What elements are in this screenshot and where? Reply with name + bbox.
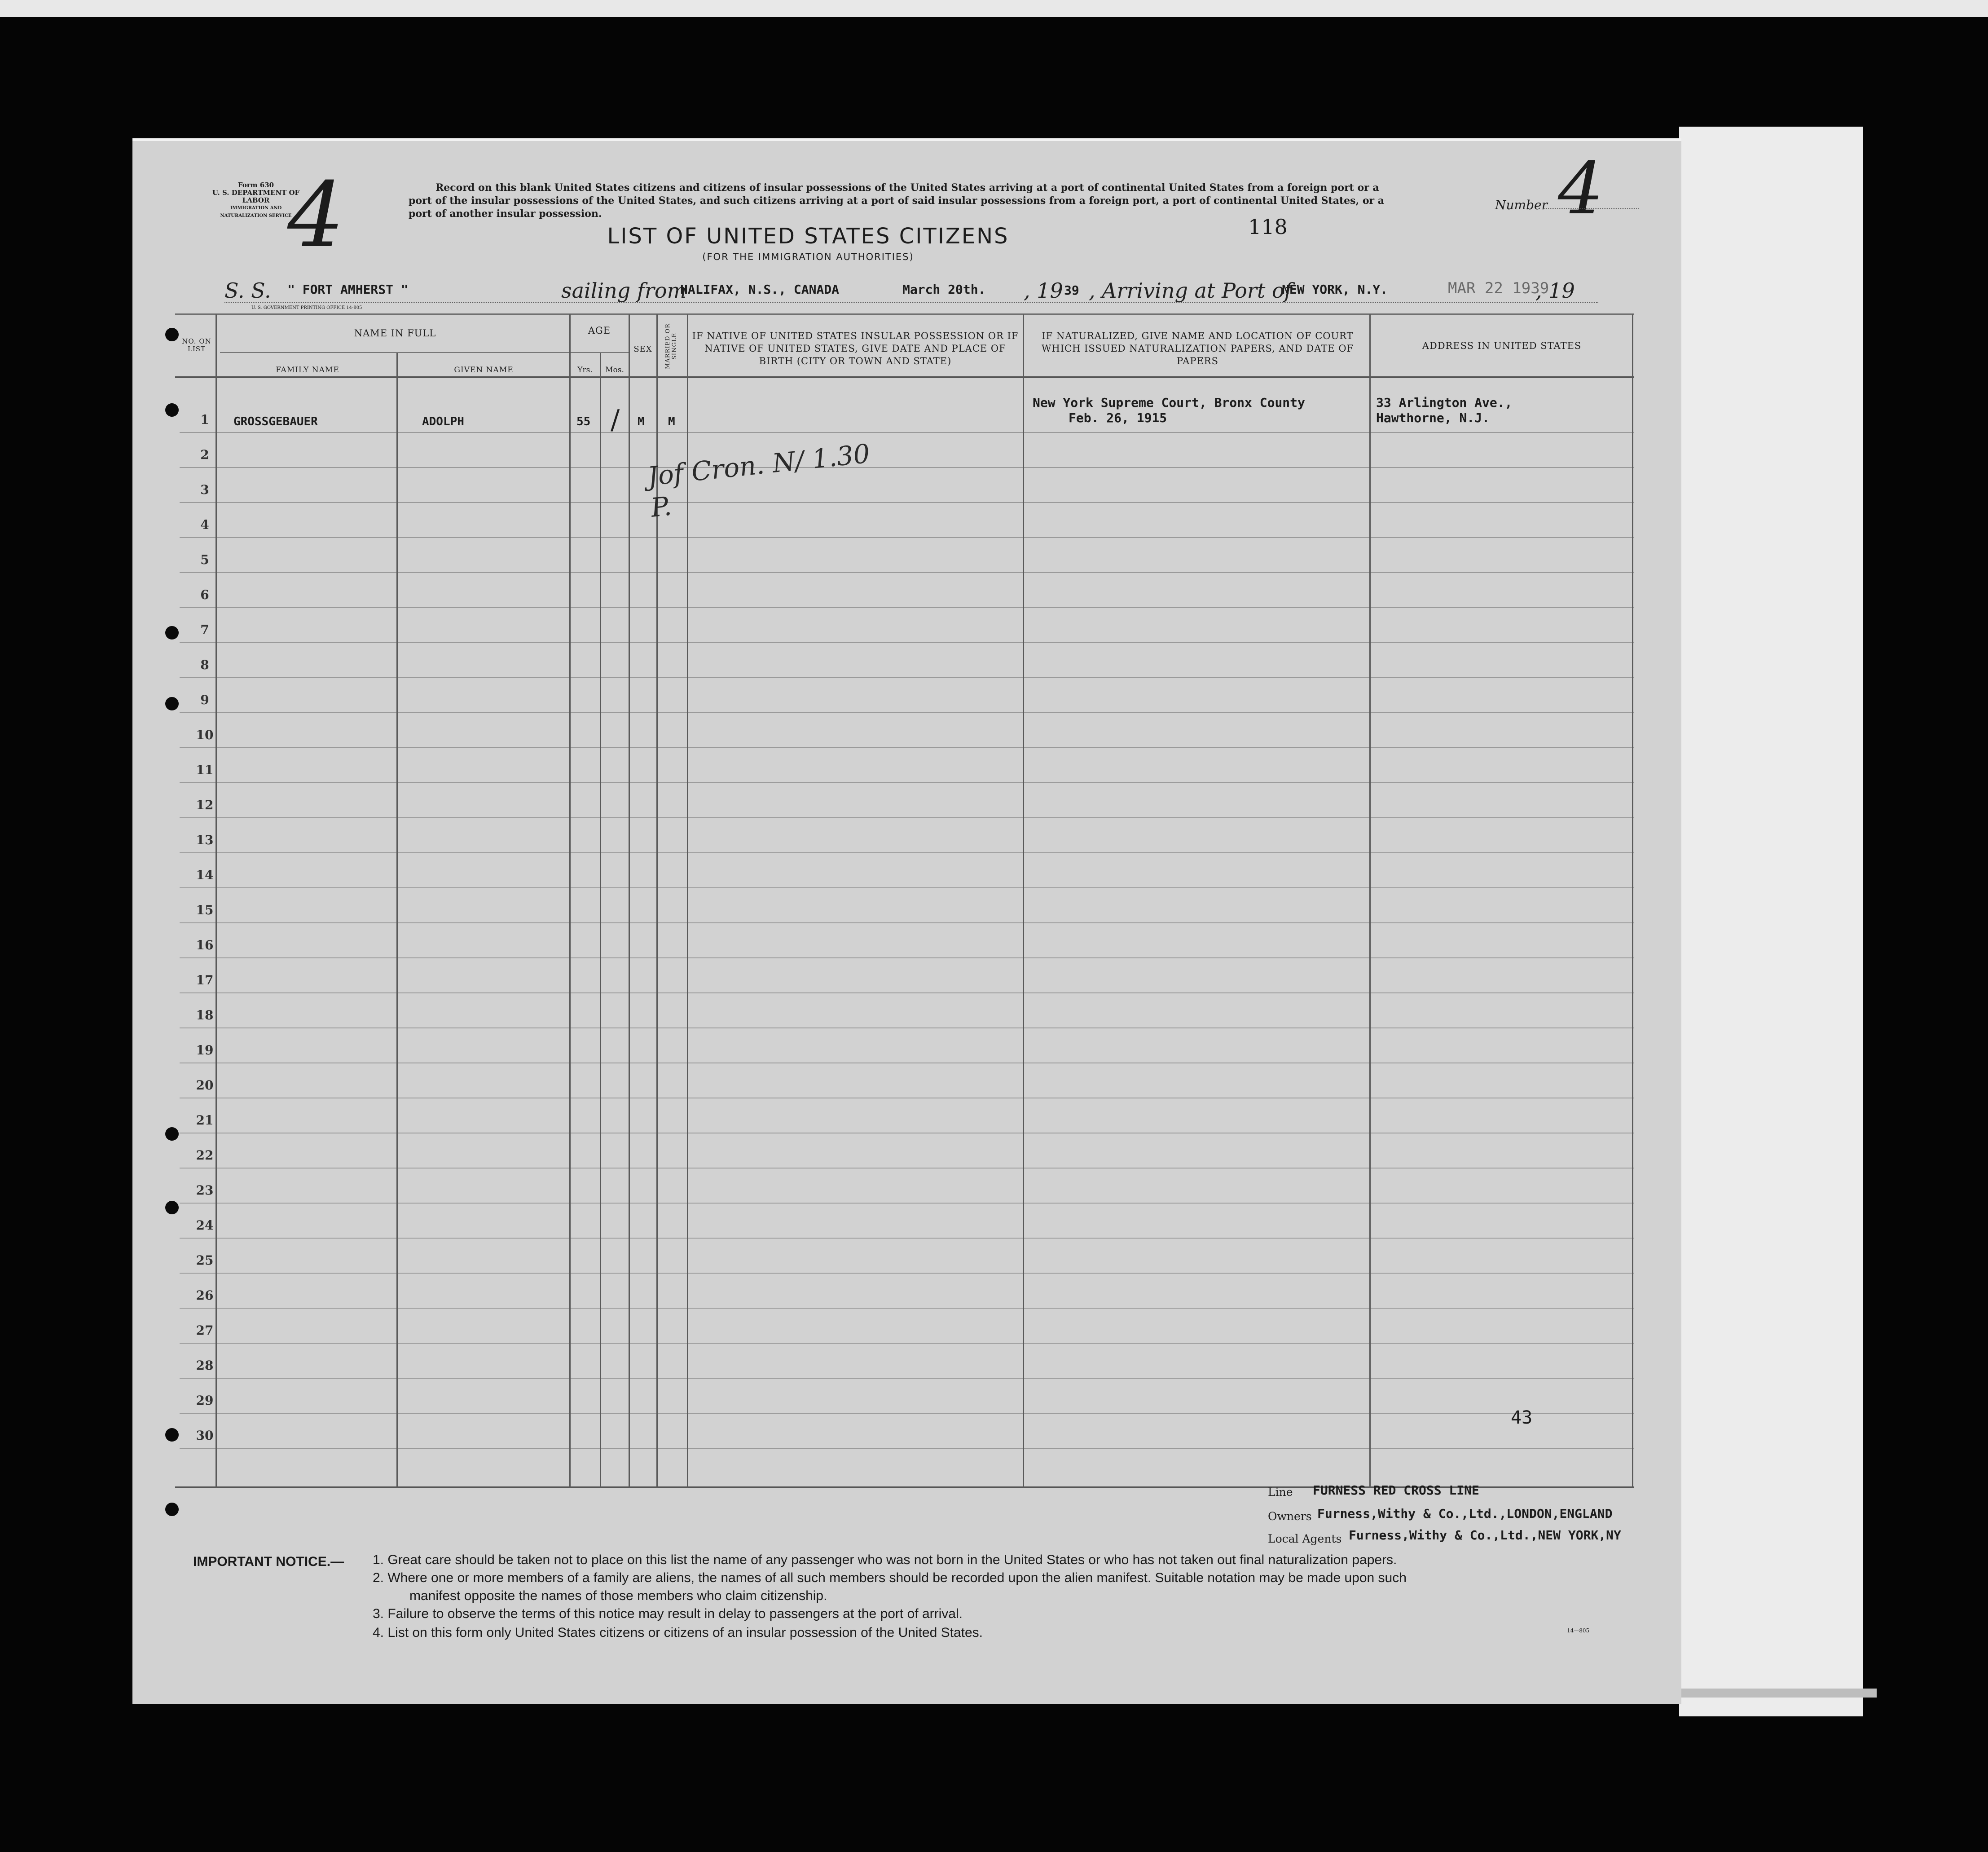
punch-hole: [165, 403, 179, 417]
punch-hole: [165, 1503, 179, 1516]
entry-naturalization-date: Feb. 26, 1915: [1069, 410, 1167, 425]
row-number: 14: [196, 868, 214, 882]
row-rule: [180, 712, 1634, 713]
col-rule-native: [1023, 314, 1024, 1488]
row-number: 24: [196, 1218, 214, 1233]
row-number: 22: [196, 1148, 214, 1163]
col-rule-no: [216, 314, 217, 1488]
entry-address-street: 33 Arlington Ave.,: [1376, 395, 1513, 410]
col-rule-address: [1632, 314, 1633, 1488]
sailing-from-label: sailing from: [561, 278, 687, 303]
row-rule: [180, 1448, 1634, 1449]
col-rule-family: [396, 353, 398, 1488]
age-subheader-rule: [570, 352, 629, 353]
form-number: Form 630: [238, 181, 274, 189]
row-number: 3: [200, 482, 209, 497]
notice-code: 14—805: [1567, 1627, 1590, 1634]
row-rule: [180, 642, 1634, 643]
arrival-date-stamp: MAR 22 1939: [1448, 279, 1549, 297]
page-stamp: 43: [1511, 1407, 1533, 1428]
row-rule: [180, 1308, 1634, 1309]
table-top-rule: [175, 313, 1634, 315]
col-header-given: GIVEN NAME: [454, 366, 514, 375]
port-of-arrival: NEW YORK, N.Y.: [1282, 282, 1388, 297]
form-instructions: Record on this blank United States citizens and citizens of insular possessions of the United States arriving at a port of continental United States from a foreign port or a port of the insular possessions of the United States, and such citizens arriving at a port of said insular possessions from a foreign port, a port of continental United States, or a port of another insular possession.: [409, 182, 1385, 220]
row-number: 29: [196, 1393, 214, 1408]
row-number: 15: [196, 903, 214, 917]
ship-name: " FORT AMHERST ": [287, 282, 409, 297]
row-number: 17: [196, 973, 214, 988]
row-rule: [180, 887, 1634, 888]
row-number: 7: [200, 622, 209, 637]
notice-item-2-cont: manifest opposite the names of those members who claim citizenship.: [409, 1588, 827, 1603]
number-label: Number: [1495, 198, 1548, 212]
line-value: FURNESS RED CROSS LINE: [1313, 1483, 1479, 1498]
row-number: 21: [196, 1113, 214, 1128]
scan-top-edge: [0, 0, 1988, 17]
ss-label: S. S.: [224, 278, 271, 303]
entry-age-years: 55: [576, 415, 591, 428]
agents-label: Local Agents: [1268, 1532, 1342, 1545]
col-header-name: NAME IN FULL: [354, 328, 436, 339]
punch-hole: [165, 1127, 179, 1141]
entry-court: New York Supreme Court, Bronx County: [1033, 395, 1305, 410]
row-rule: [180, 1273, 1634, 1274]
col-header-married: MARRIED OR SINGLE: [664, 323, 678, 369]
row-rule: [180, 432, 1634, 433]
row-rule: [180, 1027, 1634, 1028]
row-number: 30: [196, 1428, 214, 1443]
row-number: 11: [196, 763, 214, 777]
notice-heading: IMPORTANT NOTICE.—: [193, 1554, 344, 1569]
serial-stamp: 118: [1248, 215, 1288, 239]
row-number: 19: [196, 1043, 214, 1058]
notice-item-2: 2. Where one or more members of a family are aliens, the names of all such members should be recorded upon the alien manifest. Suitable notation may be made upon such: [373, 1570, 1407, 1585]
line-label: Line: [1268, 1486, 1293, 1499]
row-rule: [180, 1203, 1634, 1204]
agents-value: Furness,Withy & Co.,Ltd.,NEW YORK,NY: [1349, 1528, 1621, 1543]
col-header-address: ADDRESS IN UNITED STATES: [1422, 340, 1582, 351]
row-rule: [180, 572, 1634, 573]
col-header-mos: Mos.: [605, 366, 624, 375]
row-rule: [180, 1238, 1634, 1239]
entry-sex: M: [638, 415, 645, 428]
col-header-native: IF NATIVE OF UNITED STATES INSULAR POSSESSION OR IF NATIVE OF UNITED STATES, GIVE DATE AND PLACE OF BIRTH (CITY OR TOWN AND STATE): [692, 331, 1019, 366]
sailing-year: 39: [1064, 283, 1079, 298]
notice-item-1: 1. Great care should be taken not to place on this list the name of any passenger who was not born in the United States or who has not taken out final naturalization papers.: [373, 1552, 1397, 1567]
owners-label: Owners: [1268, 1510, 1312, 1523]
row-number: 5: [200, 552, 209, 567]
row-rule: [180, 502, 1634, 503]
row-rule: [180, 852, 1634, 853]
entry-age-months: /: [611, 404, 620, 436]
number-underline: [1544, 208, 1639, 209]
row-rule: [180, 817, 1634, 818]
printer-imprint: U. S. GOVERNMENT PRINTING OFFICE 14-805: [251, 305, 362, 310]
row-number: 12: [196, 798, 214, 812]
row-rule: [180, 782, 1634, 783]
sailing-date: March 20th.: [902, 282, 986, 297]
punch-hole: [165, 626, 179, 639]
col-header-naturalized: IF NATURALIZED, GIVE NAME AND LOCATION OF COURT WHICH ISSUED NATURALIZATION PAPERS, AND DATE OF PAPERS: [1041, 331, 1354, 366]
row-rule: [180, 1413, 1634, 1414]
voyage-underline: [224, 302, 1598, 303]
service-name: IMMIGRATION AND NATURALIZATION SERVICE: [220, 206, 292, 218]
row-rule: [180, 747, 1634, 748]
row-number: 13: [196, 833, 214, 847]
col-header-no: NO. ON LIST: [182, 337, 211, 353]
number-value: 4: [1558, 146, 1604, 230]
row-number: 6: [200, 587, 209, 602]
form-title: LIST OF UNITED STATES CITIZENS: [607, 224, 1009, 249]
row-number: 10: [196, 728, 214, 742]
entry-family-name: GROSSGEBAUER: [233, 415, 318, 428]
col-rule-naturalized: [1369, 314, 1371, 1488]
col-header-yrs: Yrs.: [577, 366, 593, 375]
row-number: 23: [196, 1183, 214, 1198]
row-number: 26: [196, 1288, 214, 1303]
port-of-departure: HALIFAX, N.S., CANADA: [680, 282, 840, 297]
form-subtitle: (FOR THE IMMIGRATION AUTHORITIES): [702, 251, 914, 262]
row-number: 20: [196, 1078, 214, 1093]
row-number: 18: [196, 1008, 214, 1023]
row-number: 1: [200, 412, 209, 427]
row-rule: [180, 1343, 1634, 1344]
row-number: 4: [200, 517, 209, 532]
row-number: 8: [200, 657, 209, 672]
arriving-label: , Arriving at Port of: [1089, 278, 1292, 303]
handwritten-page-number: 4: [287, 163, 345, 268]
row-rule: [180, 957, 1634, 958]
row-number: 25: [196, 1253, 214, 1268]
notice-item-4: 4. List on this form only United States citizens or citizens of an insular possession of the United States.: [373, 1625, 983, 1640]
col-header-age: AGE: [588, 325, 611, 336]
punch-hole: [165, 697, 179, 710]
row-rule: [180, 467, 1634, 468]
backing-sheet: [1679, 127, 1863, 1716]
row-number: 28: [196, 1358, 214, 1373]
punch-hole: [165, 1428, 179, 1442]
row-rule: [180, 1168, 1634, 1169]
punch-hole: [165, 328, 179, 341]
col-rule-yrs: [600, 353, 601, 1488]
row-rule: [180, 922, 1634, 923]
handwritten-annotation: Jof Cron. N/ 1.30 P.: [646, 438, 871, 523]
col-header-family: FAMILY NAME: [276, 366, 339, 375]
row-rule: [180, 537, 1634, 538]
col-rule-given: [569, 314, 571, 1488]
row-rule: [180, 1378, 1634, 1379]
entry-given-name: ADOLPH: [422, 415, 464, 428]
department: U. S. DEPARTMENT OF LABOR: [212, 189, 300, 204]
row-number: 27: [196, 1323, 214, 1338]
col-header-sex: SEX: [633, 344, 652, 354]
row-rule: [180, 677, 1634, 678]
row-rule: [180, 607, 1634, 608]
entry-address-city: Hawthorne, N.J.: [1376, 410, 1490, 425]
row-number: 9: [200, 692, 209, 707]
owners-value: Furness,Withy & Co.,Ltd.,LONDON,ENGLAND: [1317, 1506, 1613, 1521]
year-suffix: , 19: [1535, 278, 1575, 303]
notice-item-3: 3. Failure to observe the terms of this notice may result in delay to passengers at the port of arrival.: [373, 1606, 963, 1621]
row-number: 2: [200, 447, 209, 462]
row-number: 16: [196, 938, 214, 952]
col-rule-mos: [629, 314, 630, 1488]
entry-marital-status: M: [668, 415, 675, 428]
name-subheader-rule: [220, 352, 570, 353]
punch-hole: [165, 1201, 179, 1214]
year-prefix: , 19: [1024, 278, 1063, 303]
header-bottom-rule: [175, 376, 1634, 378]
row-rule: [180, 992, 1634, 993]
